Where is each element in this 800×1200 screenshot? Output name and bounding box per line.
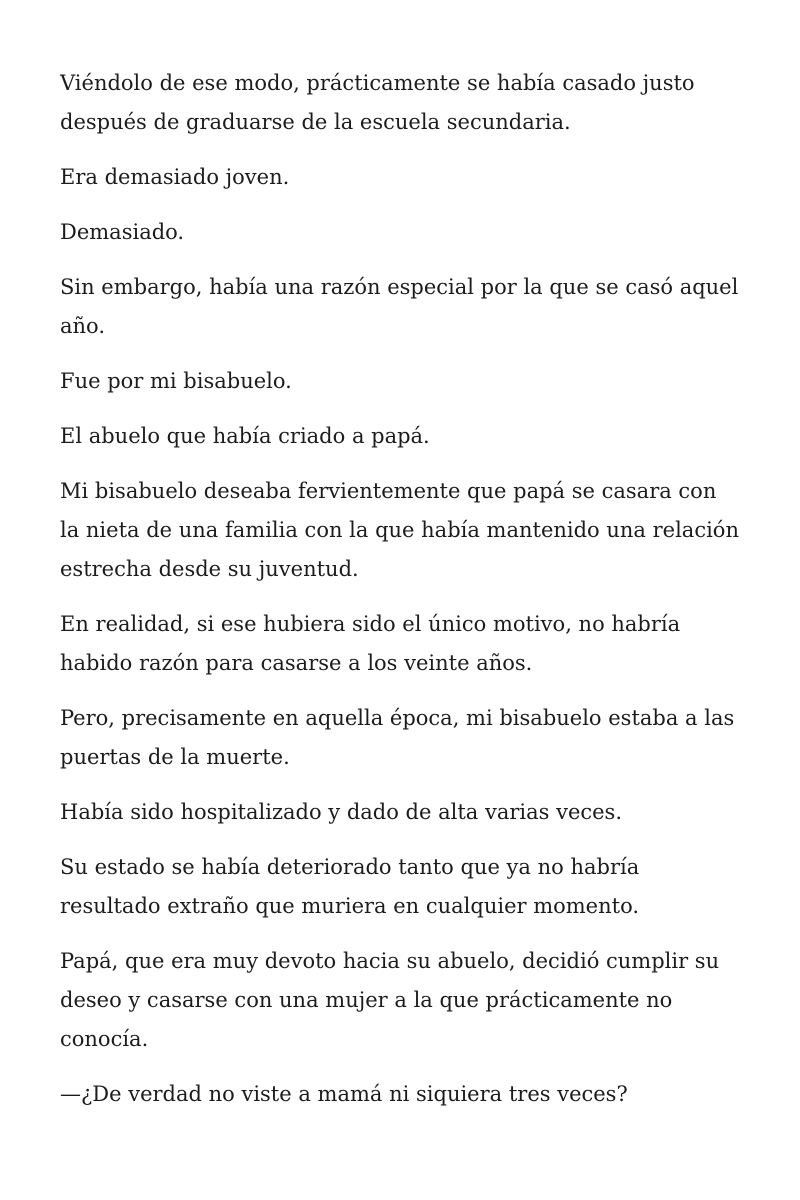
paragraph: Pero, precisamente en aquella época, mi bisabuelo estaba a las puertas de la muerte. <box>60 706 735 769</box>
paragraph: Sin embargo, había una razón especial por la que se casó aquel año. <box>60 275 739 338</box>
dialogue-line: —¿De verdad no viste a mamá ni siquiera tres veces? <box>60 1082 628 1106</box>
paragraph: Su estado se había deteriorado tanto que ya no habría resultado extraño que muriera en cualquier momento. <box>60 855 640 918</box>
paragraph: El abuelo que había criado a papá. <box>60 424 430 448</box>
paragraph: Había sido hospitalizado y dado de alta varias veces. <box>60 800 623 824</box>
paragraph: Fue por mi bisabuelo. <box>60 369 292 393</box>
paragraph: Era demasiado joven. <box>60 165 290 189</box>
paragraph: Papá, que era muy devoto hacia su abuelo, decidió cumplir su deseo y casarse con una mujer a la que prácticamente no conocía. <box>60 949 720 1051</box>
paragraph: Mi bisabuelo deseaba fervientemente que papá se casara con la nieta de una familia con la que había mantenido una relación estrecha desde su juventud. <box>60 479 739 581</box>
paragraph: Demasiado. <box>60 220 185 244</box>
paragraph: Viéndolo de ese modo, prácticamente se había casado justo después de graduarse de la escuela secundaria. <box>60 71 695 134</box>
paragraph: En realidad, si ese hubiera sido el único motivo, no habría habido razón para casarse a los veinte años. <box>60 612 681 675</box>
